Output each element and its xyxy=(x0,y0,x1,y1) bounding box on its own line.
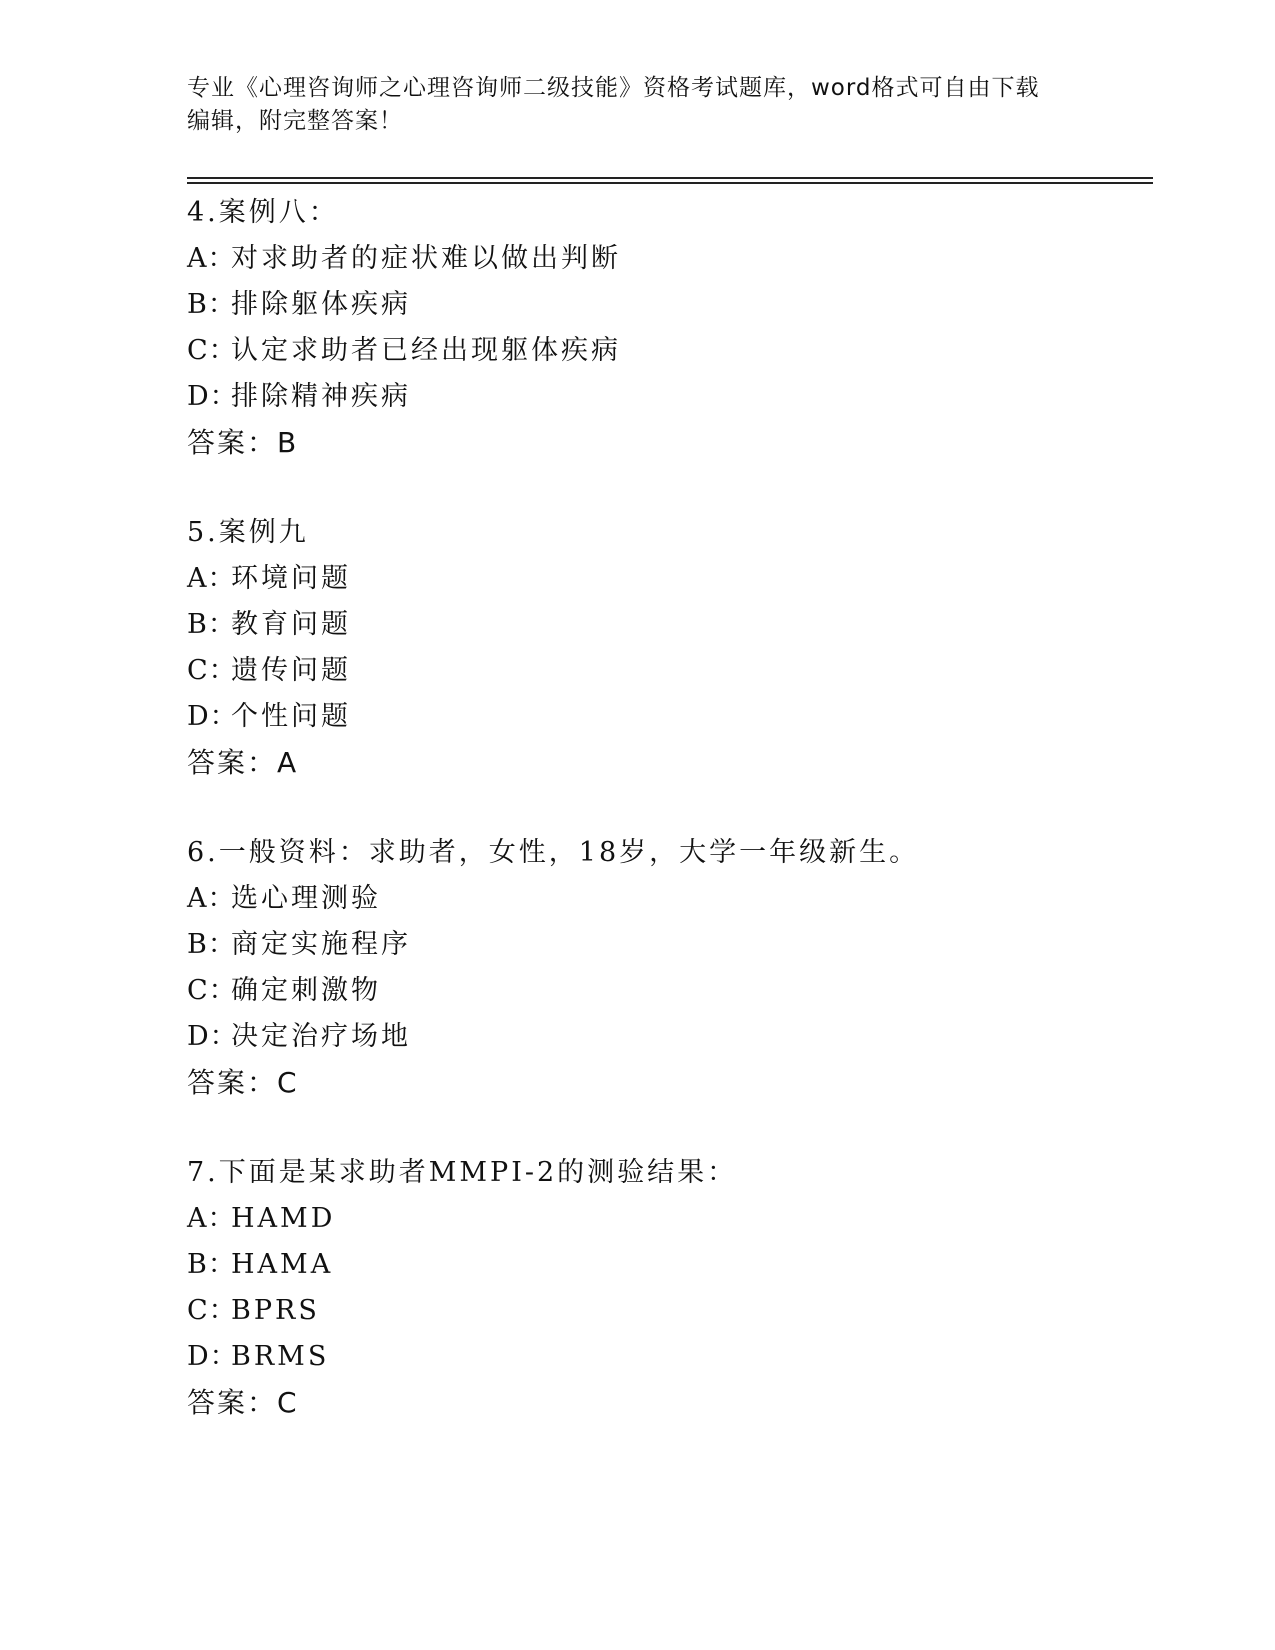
option-c xyxy=(187,1288,1153,1334)
option-d xyxy=(187,1014,1153,1060)
option-b xyxy=(187,602,1153,648)
header-divider-top xyxy=(187,177,1153,179)
option-a xyxy=(187,876,1153,922)
question-7 xyxy=(187,1150,1153,1426)
option-a xyxy=(187,236,1153,282)
answer-line: 答案：C xyxy=(187,1386,299,1419)
option-letter: C： xyxy=(187,1295,237,1326)
option-text: HAMA xyxy=(231,1249,334,1280)
option-d xyxy=(187,1334,1153,1380)
option-text: BRMS xyxy=(231,1341,330,1372)
answer-line: 答案：C xyxy=(187,1066,299,1099)
option-c xyxy=(187,328,1153,374)
option-letter: A： xyxy=(187,243,236,274)
option-letter: D： xyxy=(187,701,238,732)
option-text: 商定实施程序 xyxy=(231,929,411,960)
option-c xyxy=(187,968,1153,1014)
question-list xyxy=(187,190,1153,1470)
option-letter: C： xyxy=(187,655,237,686)
option-letter: C： xyxy=(187,335,237,366)
option-c xyxy=(187,648,1153,694)
option-d xyxy=(187,374,1153,420)
header-line-2: 编辑，附完整答案！ xyxy=(187,108,403,134)
option-text: 个性问题 xyxy=(231,701,351,732)
question-4 xyxy=(187,190,1153,466)
option-text: 认定求助者已经出现躯体疾病 xyxy=(231,335,621,366)
question-6 xyxy=(187,830,1153,1106)
option-text: 确定刺激物 xyxy=(231,975,381,1006)
question-stem: 4.案例八： xyxy=(187,197,339,228)
option-letter: A： xyxy=(187,563,236,594)
option-text: 选心理测验 xyxy=(231,883,381,914)
option-text: 排除躯体疾病 xyxy=(231,289,411,320)
question-stem: 6.一般资料：求助者，女性，18岁，大学一年级新生。 xyxy=(187,837,920,868)
option-letter: B： xyxy=(187,289,236,320)
option-text: BPRS xyxy=(231,1295,320,1326)
option-b xyxy=(187,282,1153,328)
option-text: 对求助者的症状难以做出判断 xyxy=(231,243,621,274)
option-text: 决定治疗场地 xyxy=(231,1021,411,1052)
option-text: HAMD xyxy=(231,1203,336,1234)
option-b xyxy=(187,922,1153,968)
header-divider-bottom xyxy=(187,182,1153,184)
option-letter: B： xyxy=(187,1249,236,1280)
option-text: 遗传问题 xyxy=(231,655,351,686)
option-letter: B： xyxy=(187,609,236,640)
question-stem: 5.案例九 xyxy=(187,517,309,548)
option-letter: B： xyxy=(187,929,236,960)
option-a xyxy=(187,1196,1153,1242)
option-text: 环境问题 xyxy=(231,563,351,594)
option-text: 教育问题 xyxy=(231,609,351,640)
document-header xyxy=(187,72,1067,138)
option-letter: D： xyxy=(187,1341,238,1372)
answer-line: 答案：A xyxy=(187,746,299,779)
header-line-1: 专业《心理咨询师之心理咨询师二级技能》资格考试题库，word格式可自由下载 xyxy=(187,75,1040,101)
option-letter: D： xyxy=(187,381,238,412)
option-letter: D： xyxy=(187,1021,238,1052)
option-d xyxy=(187,694,1153,740)
option-letter: A： xyxy=(187,883,236,914)
question-stem: 7.下面是某求助者MMPI-2的测验结果： xyxy=(187,1157,738,1188)
answer-line: 答案：B xyxy=(187,426,299,459)
question-5 xyxy=(187,510,1153,786)
option-letter: A： xyxy=(187,1203,236,1234)
option-text: 排除精神疾病 xyxy=(231,381,411,412)
option-letter: C： xyxy=(187,975,237,1006)
option-a xyxy=(187,556,1153,602)
option-b xyxy=(187,1242,1153,1288)
